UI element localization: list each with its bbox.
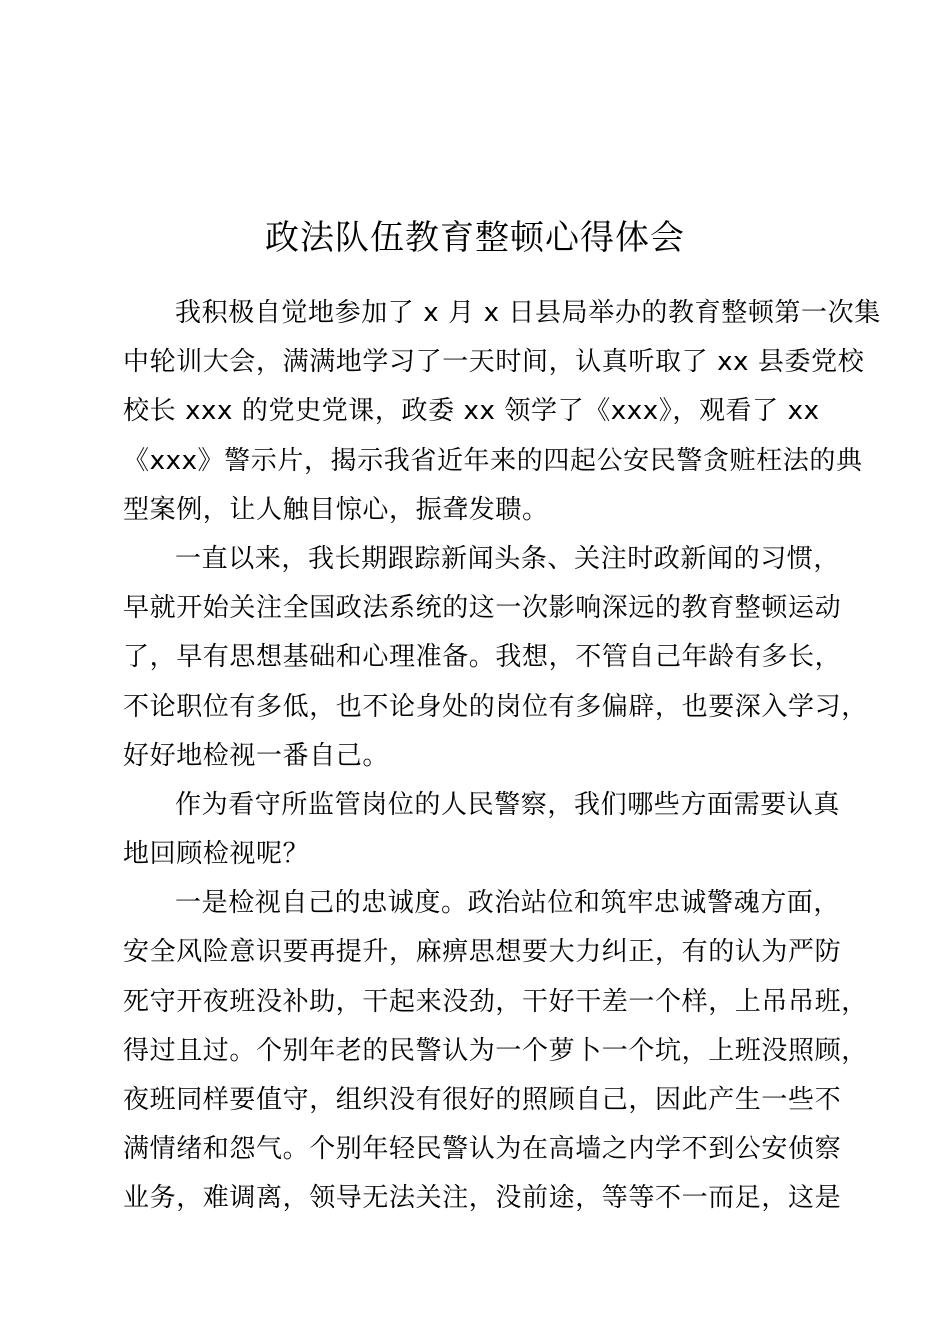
text-line: 《xxx》警示片，揭示我省近年来的四起公安民警贪赃枉法的典 <box>123 445 863 476</box>
text-line: 早就开始关注全国政法系统的这一次影响深远的教育整顿运动 <box>123 593 842 624</box>
text-line: 业务，难调离，领导无法关注，没前途，等等不一而足，这是 <box>123 1183 842 1214</box>
document-body <box>123 289 881 1224</box>
text-line: 校长 xxx 的党史党课，政委 xx 领学了《xxx》，观看了 xx <box>123 396 820 427</box>
text-line: 中轮训大会，满满地学习了一天时间，认真听取了 xx 县委党校 <box>123 347 865 378</box>
text-line: 了，早有思想基础和心理准备。我想，不管自己年龄有多长， <box>123 642 842 673</box>
text-line: 不论职位有多低，也不论身处的岗位有多偏辟，也要深入学习， <box>123 691 868 722</box>
text-line: 作为看守所监管岗位的人民警察，我们哪些方面需要认真 <box>175 789 841 820</box>
text-line: 得过且过。个别年老的民警认为一个萝卜一个坑，上班没照顾， <box>123 1035 868 1066</box>
text-line: 我积极自觉地参加了 x 月 x 日县局举办的教育整顿第一次集 <box>175 298 881 328</box>
text-line: 死守开夜班没补助，干起来没劲，干好干差一个样，上吊吊班， <box>123 986 868 1017</box>
text-line: 型案例，让人触目惊心，振聋发聩。 <box>123 494 549 525</box>
text-line: 一直以来，我长期跟踪新闻头条、关注时政新闻的习惯， <box>175 543 841 574</box>
text-line: 好好地检视一番自己。 <box>123 740 390 771</box>
text-line: 安全风险意识要再提升，麻痹思想要大力纠正，有的认为严防 <box>123 937 842 968</box>
document-title: 政法队伍教育整顿心得体会 <box>265 218 685 258</box>
text-line: 一是检视自己的忠诚度。政治站位和筑牢忠诚警魂方面， <box>175 888 841 919</box>
text-line: 地回顾检视呢？ <box>123 839 310 870</box>
text-line: 满情绪和怨气。个别年轻民警认为在高墙之内学不到公安侦察 <box>123 1134 842 1165</box>
text-line: 夜班同样要值守，组织没有很好的照顾自己，因此产生一些不 <box>123 1085 842 1115</box>
